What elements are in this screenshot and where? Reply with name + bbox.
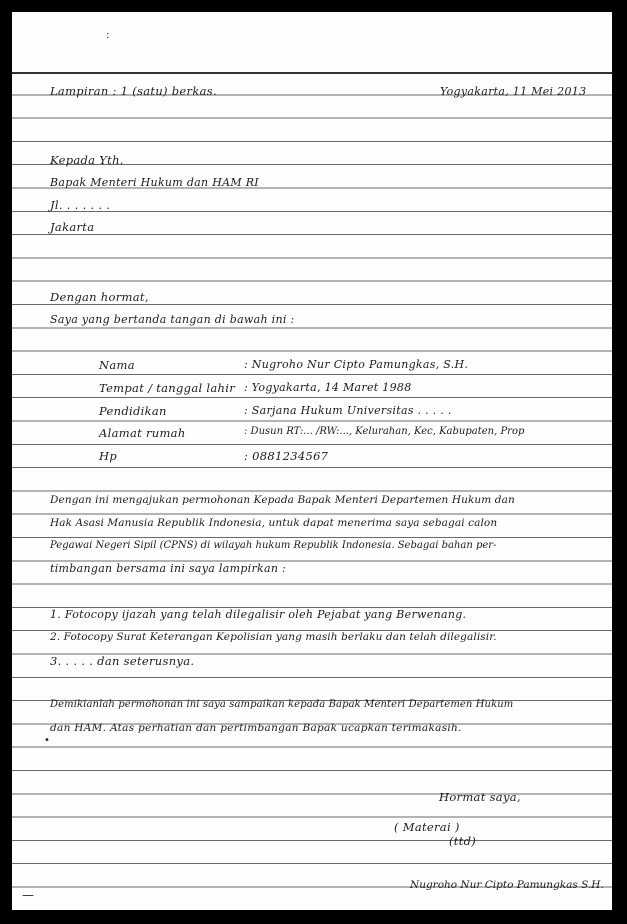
identity-value: : Sarjana Hukum Universitas . . . . . [244,404,452,417]
signer-name: Nugroho Nur Cipto Pamungkas S.H. [410,879,604,891]
attachment-item: 3. . . . . dan seterusnya. [50,654,195,668]
attachment-item: 1. Fotocopy ijazah yang telah dilegalisir oleh Pejabat yang Berwenang. [50,608,467,621]
identity-value: : Dusun RT:... /RW:..., Kelurahan, Kec, Kabupaten, Prop [244,426,525,437]
recipient-street: Jl. . . . . . . [50,198,111,212]
binder-dot: : [106,30,110,41]
identity-value: : Yogyakarta, 14 Maret 1988 [244,381,412,394]
paper-top-margin [12,12,612,72]
identity-label: Pendidikan [99,404,167,418]
stamp-placeholder: ( Materai ) [394,820,460,834]
identity-label: Nama [99,358,135,372]
recipient-title: Bapak Menteri Hukum dan HAM RI [50,176,259,189]
identity-value: : 0881234567 [244,449,329,463]
body-line: Dengan ini mengajukan permohonan Kepada Bapak Menteri Departemen Hukum dan [50,494,515,506]
place-date: Yogyakarta, 11 Mei 2013 [440,85,587,98]
attachment-item: 2. Fotocopy Surat Keterangan Kepolisian yang masih berlaku dan telah dilegalisir. [50,631,497,643]
closing-line: dan HAM. Atas perhatian dan pertimbangan Bapak ucapkan terimakasih. [50,722,462,734]
stray-mark: • [44,735,50,746]
body-line: Pegawai Negeri Sipil (CPNS) di wilayah hukum Republik Indonesia. Sebagai bahan per- [50,540,497,551]
recipient-salutation: Kepada Yth. [50,153,124,167]
attachment-line: Lampiran : 1 (satu) berkas. [50,84,217,98]
identity-label: Tempat / tanggal lahir [99,381,236,395]
margin-mark: — [22,888,34,902]
body-line: timbangan bersama ini saya lampirkan : [50,562,287,575]
paper-header-rule [12,72,612,74]
identity-label: Hp [99,449,117,463]
greeting: Dengan hormat, [50,290,149,304]
identity-value: : Nugroho Nur Cipto Pamungkas, S.H. [244,358,469,371]
closing-line: Demikianlah permohonan ini saya sampaikan kepada Bapak Menteri Departemen Hukum [50,699,514,710]
recipient-city: Jakarta [50,220,95,234]
identity-label: Alamat rumah [99,426,186,440]
letter-paper [12,12,612,910]
body-line: Hak Asasi Manusia Republik Indonesia, untuk dapat menerima saya sebagai calon [50,517,498,529]
regards: Hormat saya, [439,790,521,804]
signature-placeholder: (ttd) [449,834,477,848]
intro-sentence: Saya yang bertanda tangan di bawah ini : [50,313,295,326]
